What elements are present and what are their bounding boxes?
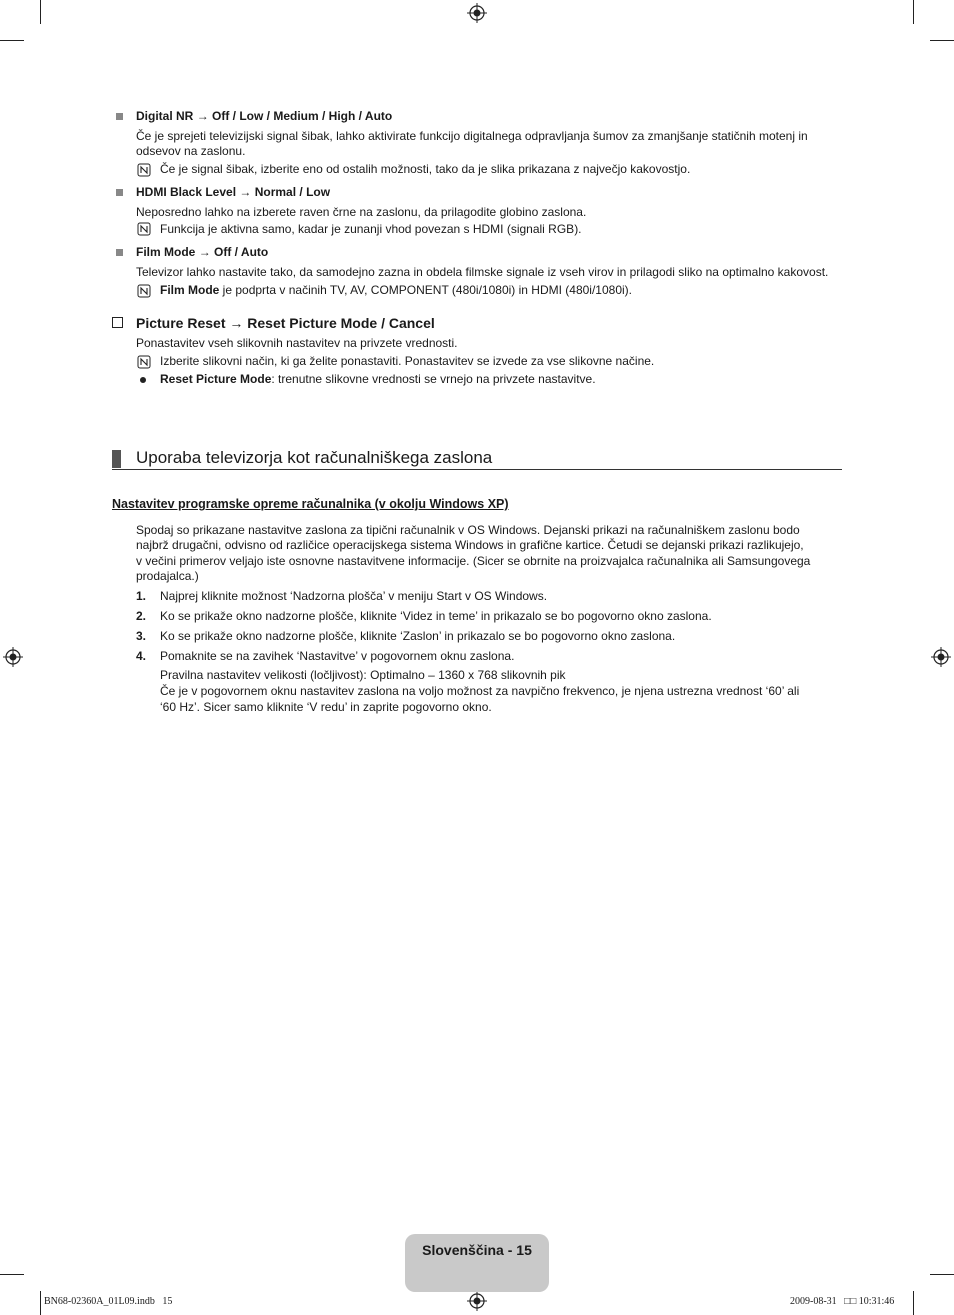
crop-mark xyxy=(913,1291,914,1315)
picture-reset-desc: Ponastavitev vseh slikovnih nastavitev na privzete vrednosti. xyxy=(136,336,458,350)
registration-mark-icon xyxy=(3,647,23,667)
picture-reset-note: Izberite slikovni način, ki ga želite ponastaviti. Ponastavitev se izvede za vse slikovne načine. xyxy=(160,354,655,368)
heading-options: → Off / Auto xyxy=(198,245,269,259)
registration-mark-icon xyxy=(931,647,951,667)
heading-label: Film Mode xyxy=(136,245,196,259)
round-bullet-icon xyxy=(140,377,146,383)
note-bold: Film Mode xyxy=(160,283,220,297)
pc-subtitle: Nastavitev programske opreme računalnika (v okolju Windows XP) xyxy=(112,497,509,511)
step-number: 1. xyxy=(136,589,147,603)
intro-line: prodajalca.) xyxy=(136,568,199,583)
extra-line: ‘60 Hz’. Sicer samo kliknite ‘V redu’ in zaprite pogovorno okno. xyxy=(160,700,492,714)
intro-line: najbrž drugačni, odvisno od različice operacijskega sistema Windows in grafične kartice. Četudi se dejanski prikazi razlikujejo, xyxy=(136,538,804,553)
note-icon xyxy=(137,163,151,177)
note-icon xyxy=(137,284,151,298)
step-number: 3. xyxy=(136,629,147,643)
heading-label: HDMI Black Level xyxy=(136,185,237,199)
intro-line: Spodaj so prikazane nastavitve zaslona za tipični računalnik v OS Windows. Dejanski prikazi na računalniškem zaslonu bodo xyxy=(136,523,800,537)
film-mode-note xyxy=(160,283,632,298)
hdmi-black-heading xyxy=(136,185,330,200)
extra-line: Pravilna nastavitev velikosti (ločljivost): Optimalno – 1360 x 768 slikovnih pik xyxy=(160,668,566,682)
step-number: 2. xyxy=(136,609,147,623)
picture-reset-heading: Picture Reset → Reset Picture Mode / Cancel xyxy=(136,315,435,331)
hdmi-black-note: Funkcija je aktivna samo, kadar je zunanji vhod povezan s HDMI (signali RGB). xyxy=(160,222,582,236)
bullet-bold: Reset Picture Mode xyxy=(160,372,272,386)
crop-mark xyxy=(40,0,41,24)
crop-mark xyxy=(0,1274,24,1275)
file-info: BN68-02360A_01L09.indb 15 xyxy=(44,1296,173,1307)
step-text: Pomaknite se na zavihek ‘Nastavitve’ v pogovornem oknu zaslona. xyxy=(160,649,515,663)
checkbox-bullet-icon xyxy=(112,317,123,328)
desc-line: odsevov na zaslonu. xyxy=(136,144,246,159)
note-icon xyxy=(137,355,151,369)
picture-reset-bullet xyxy=(160,372,596,387)
step-text: Najprej kliknite možnost ‘Nadzorna plošča’ v meniju Start v OS Windows. xyxy=(160,589,548,603)
hdmi-black-desc: Neposredno lahko na izberete raven črne na zaslonu, da prilagodite globino zaslona. xyxy=(136,205,587,219)
film-mode-desc: Televizor lahko nastavite tako, da samodejno zazna in obdela filmske signale iz vseh virov in prilagodi sliko na optimalno kakovost. xyxy=(136,265,829,279)
step4-extra xyxy=(160,667,799,715)
step-text: Ko se prikaže okno nadzorne plošče, kliknite ‘Videz in teme’ in prikazalo se bo pogovorno okno zaslona. xyxy=(160,609,712,623)
bullet-rest: : trenutne slikovne vrednosti se vrnejo na privzete nastavitve. xyxy=(271,372,596,386)
section-title: Uporaba televizorja kot računalniškega zaslona xyxy=(136,448,493,467)
intro-line: v večini primerov veljajo iste osnovne nastavitvene informacije. (Sicer se obrnite na proizvajalca računalnika ali Samsungovega xyxy=(136,553,811,568)
page-number-label: Slovenščina - 15 xyxy=(422,1242,532,1258)
crop-mark xyxy=(930,1274,954,1275)
square-bullet-icon xyxy=(116,189,123,196)
note-icon xyxy=(137,222,151,236)
step-number: 4. xyxy=(136,649,147,663)
step-text: Ko se prikaže okno nadzorne plošče, kliknite ‘Zaslon’ in prikazalo se bo pogovorno okno zaslona. xyxy=(160,629,676,643)
section-title-rule xyxy=(112,469,842,470)
crop-mark xyxy=(913,0,914,24)
crop-mark xyxy=(930,40,954,41)
registration-mark-icon xyxy=(467,3,487,23)
digital-nr-note: Če je signal šibak, izberite eno od ostalih možnosti, tako da je slika prikazana z največjo kakovostjo. xyxy=(160,162,691,176)
digital-nr-desc xyxy=(136,129,808,160)
note-rest: je podprta v načinih TV, AV, COMPONENT (480i/1080i) in HDMI (480i/1080i). xyxy=(219,283,632,297)
print-timestamp: 2009-08-31 □□ 10:31:46 xyxy=(790,1296,895,1307)
square-bullet-icon xyxy=(116,113,123,120)
registration-mark-icon xyxy=(467,1291,487,1311)
crop-mark xyxy=(40,1291,41,1315)
heading-label: Digital NR xyxy=(136,109,194,123)
desc-line: Če je sprejeti televizijski signal šibak, lahko aktivirate funkcijo digitalnega odpravljanja šumov za zmanjšanje statičnih motenj in xyxy=(136,129,808,143)
heading-options: → Normal / Low xyxy=(239,185,331,199)
square-bullet-icon xyxy=(116,249,123,256)
film-mode-heading xyxy=(136,245,268,260)
section-title-bar-icon xyxy=(112,450,121,468)
crop-mark xyxy=(0,40,24,41)
digital-nr-heading xyxy=(136,109,392,124)
extra-line: Če je v pogovornem oknu nastavitev zaslona na voljo možnost za navpično frekvenco, je njena ustrezna vrednost ‘60’ ali xyxy=(160,684,800,698)
pc-intro xyxy=(136,523,810,584)
heading-options: → Off / Low / Medium / High / Auto xyxy=(196,109,393,123)
